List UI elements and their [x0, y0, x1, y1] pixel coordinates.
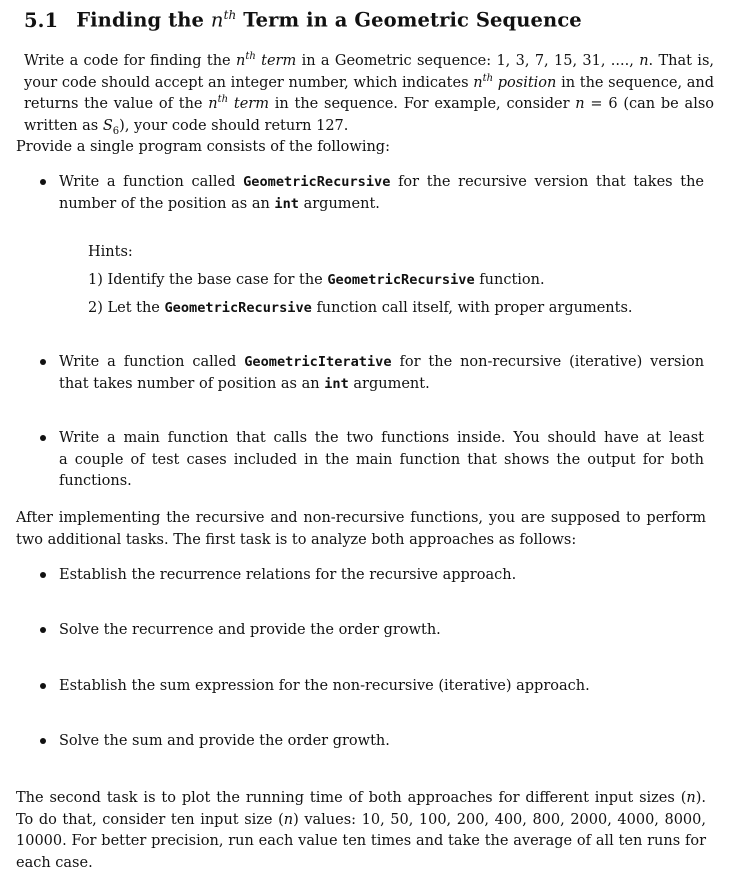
- task-item: Solve the sum and provide the order growth.: [36, 731, 704, 753]
- task-item: Solve the recurrence and provide the order growth.: [36, 620, 704, 642]
- bullet-dot: [40, 572, 46, 578]
- second-task-paragraph: [16, 788, 706, 874]
- hints-block: [88, 238, 633, 322]
- second-line-2: To do that, consider ten input size (n) values: 10, 50, 100, 200, 400, 800, 2000, 4000, 8000,: [16, 810, 706, 832]
- bullet-dot: [40, 359, 46, 365]
- second-line-4: each case.: [16, 853, 706, 874]
- hint-1: 1) Identify the base case for the GeometricRecursive function.: [88, 266, 633, 294]
- bullet3-line-2: a couple of test cases included in the main function that shows the output for both: [59, 450, 704, 472]
- section-heading: [24, 8, 582, 32]
- heading-prefix: Finding the: [76, 9, 204, 32]
- intro-line-1: Write a code for finding the $n^{th}$ term in a Geometric sequence: 1, 3, 7, 15, 31, ...., n. That is,: [24, 51, 714, 73]
- provide-line: Provide a single program consists of the following:: [16, 137, 716, 159]
- bullet-dot: [40, 627, 46, 633]
- second-line-3: 10000. For better precision, run each value ten times and take the average of all ten runs for: [16, 831, 706, 853]
- hints-title: Hints:: [88, 238, 633, 266]
- heading-suffix: Term in a Geometric Sequence: [243, 9, 582, 32]
- bullet-dot: [40, 435, 46, 441]
- bullet3-line-3: functions.: [59, 471, 704, 493]
- heading-sup: th: [224, 8, 237, 22]
- intro-line-3: returns the value of the $n^{th}$ term in the sequence. For example, consider n = 6 (can be also: [24, 94, 714, 116]
- bullet3-line-1: Write a main function that calls the two functions inside. You should have at least: [59, 428, 704, 450]
- bullet2-line-1: Write a function called GeometricIterative for the non-recursive (iterative) version: [59, 352, 704, 374]
- hint-2: 2) Let the GeometricRecursive function call itself, with proper arguments.: [88, 294, 633, 322]
- bullet2-line-2: that takes number of position as an int argument.: [59, 374, 704, 396]
- after-paragraph: [16, 508, 706, 551]
- section-number: 5.1: [24, 9, 58, 32]
- intro-line-2: your code should accept an integer number, which indicates $n^{th}$ position in the sequence, and: [24, 73, 714, 95]
- bullet-dot: [40, 683, 46, 689]
- bullet-dot: [40, 179, 46, 185]
- bullet-iterative: [36, 352, 704, 395]
- intro-paragraph: [24, 51, 714, 137]
- bullet-main: [36, 428, 704, 493]
- task-item: Establish the sum expression for the non-recursive (iterative) approach.: [36, 676, 704, 698]
- bullet-recursive: [36, 172, 704, 215]
- after-line-2: two additional tasks. The first task is to analyze both approaches as follows:: [16, 530, 706, 552]
- heading-var: n: [211, 9, 224, 32]
- bullet1-line-1: Write a function called GeometricRecursive for the recursive version that takes the: [59, 172, 704, 194]
- task-item: Establish the recurrence relations for the recursive approach.: [36, 565, 704, 587]
- bullet1-line-2: number of the position as an int argument.: [59, 194, 704, 216]
- after-line-1: After implementing the recursive and non-recursive functions, you are supposed to perform: [16, 508, 706, 530]
- bullet-dot: [40, 738, 46, 744]
- intro-line-4: written as $S_6$), your code should return 127.: [24, 116, 714, 138]
- second-line-1: The second task is to plot the running time of both approaches for different input sizes (n).: [16, 788, 706, 810]
